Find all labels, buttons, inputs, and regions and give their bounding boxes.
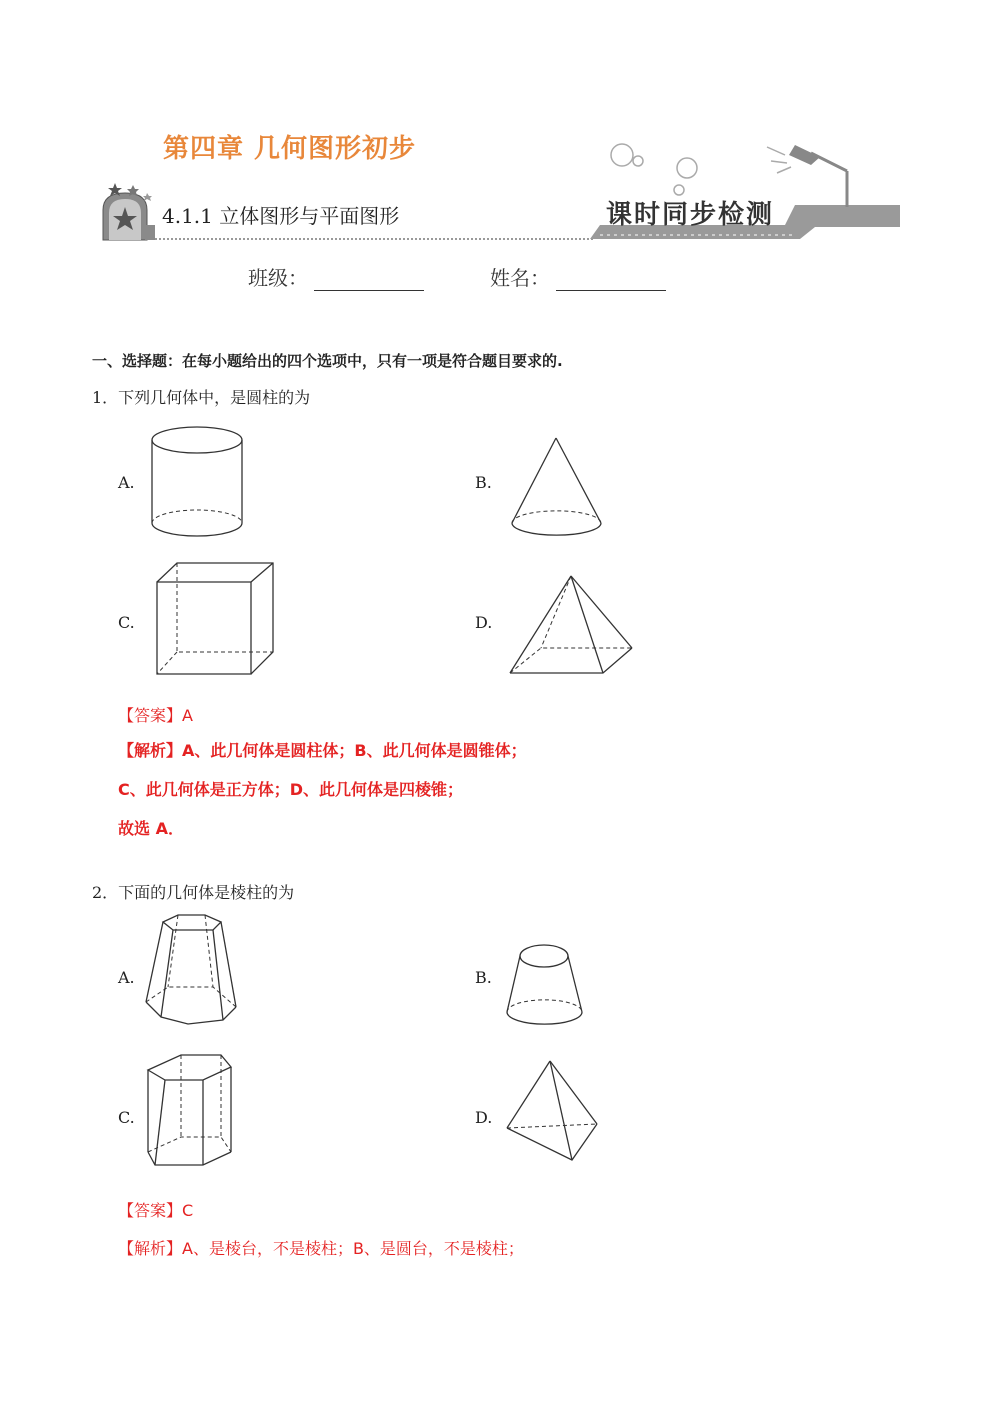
q2-option-a[interactable]: A. xyxy=(118,968,135,987)
q2-option-b[interactable]: B. xyxy=(475,968,492,987)
q1-option-a[interactable]: A. xyxy=(118,473,135,492)
section-title: 4.1.1 立体图形与平面图形 xyxy=(162,204,400,228)
frustum-pyramid-icon xyxy=(143,912,241,1027)
cylinder-icon xyxy=(150,425,245,540)
name-field xyxy=(490,262,666,291)
square-pyramid-icon xyxy=(508,573,636,681)
class-blank[interactable] xyxy=(314,270,424,291)
q2-option-c[interactable]: C. xyxy=(118,1108,135,1127)
q1-option-b[interactable]: B. xyxy=(475,473,492,492)
class-field xyxy=(248,262,424,291)
brand-text: 课时同步检测 xyxy=(606,200,775,230)
q1-answer: 【答案】A xyxy=(118,706,193,725)
cone-icon xyxy=(510,435,605,540)
q1-option-c[interactable]: C. xyxy=(118,613,135,632)
class-label: 班级： xyxy=(248,266,308,290)
question-1-stem: 1．下列几何体中，是圆柱的为 xyxy=(92,388,311,407)
q1-analysis-line-1: 【解析】A、此几何体是圆柱体；B、此几何体是圆锥体； xyxy=(118,741,527,760)
name-blank[interactable] xyxy=(556,270,666,291)
q2-analysis-line-1: 【解析】A、是棱台，不是棱柱；B、是圆台，不是棱柱； xyxy=(118,1239,524,1258)
triangular-pyramid-icon xyxy=(504,1058,602,1164)
question-2-stem: 2．下面的几何体是棱柱的为 xyxy=(92,883,295,902)
cube-icon xyxy=(155,560,280,678)
q1-analysis-line-3: 故选 A． xyxy=(118,819,184,838)
section-heading: 一、选择题：在每小题给出的四个选项中，只有一项是符合题目要求的. xyxy=(92,352,563,370)
frustum-cone-icon xyxy=(504,942,586,1028)
q1-option-d[interactable]: D. xyxy=(475,613,493,632)
hexagonal-prism-icon xyxy=(143,1052,235,1170)
q1-analysis-line-2: C、此几何体是正方体；D、此几何体是四棱锥； xyxy=(118,780,464,799)
chapter-title: 第四章 几何图形初步 xyxy=(163,134,417,164)
q2-answer: 【答案】C xyxy=(118,1201,194,1220)
name-label: 姓名： xyxy=(490,266,550,290)
q2-option-d[interactable]: D. xyxy=(475,1108,493,1127)
